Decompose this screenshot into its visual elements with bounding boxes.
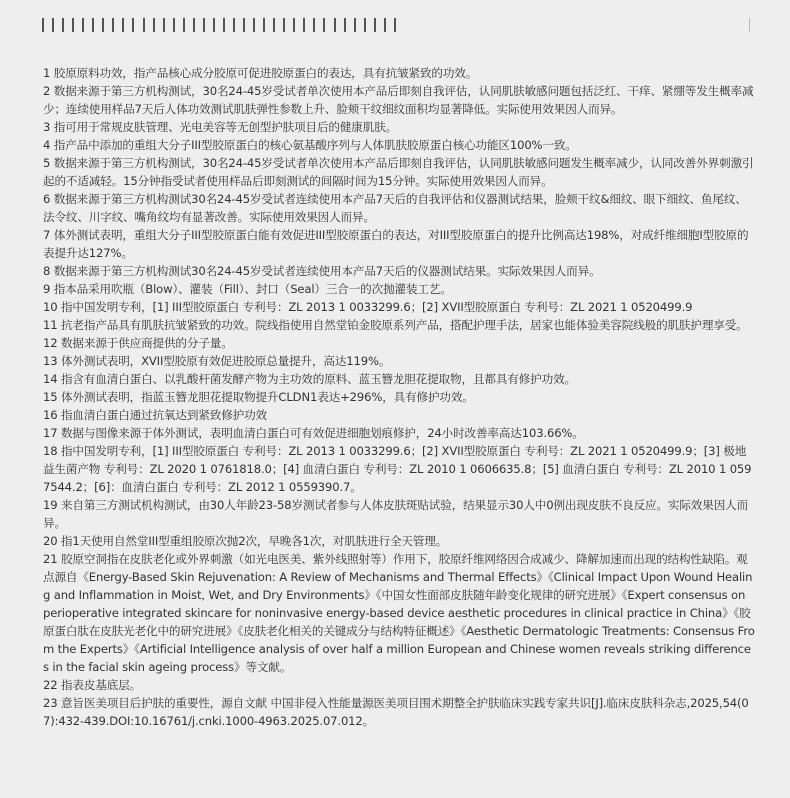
footnote-item: 20 指1天使用自然堂III型重组胶原次抛2次，早晚各1次，对肌肤进行全天管理。 bbox=[43, 534, 448, 548]
ruler-tick bbox=[364, 18, 366, 32]
ruler-tick bbox=[153, 18, 155, 32]
ruler-tick bbox=[163, 18, 165, 32]
scale-ruler bbox=[0, 0, 790, 46]
footnote-item: 19 来自第三方测试机构测试，由30人年龄23-58岁测试者参与人体皮肤斑贴试验，结果显示30人中0例出现皮肤不良反应。实际效果因人而异。 bbox=[43, 498, 749, 530]
ruler-tick bbox=[42, 18, 44, 32]
footnote-item: 13 体外测试表明，XVII型胶原有效促进胶原总量提升，高达119%。 bbox=[43, 354, 391, 368]
ruler-tick bbox=[313, 18, 315, 32]
footnote-item: 8 数据来源于第三方机构测试30名24-45岁受试者连续使用本产品7天后的仪器测试结果。实际效果因人而异。 bbox=[43, 264, 601, 278]
ruler-tick bbox=[72, 18, 74, 32]
ruler-tick bbox=[293, 18, 295, 32]
ruler-tick bbox=[143, 18, 145, 32]
ruler-tick bbox=[263, 18, 265, 32]
footnote-item: 6 数据来源于第三方机构测试30名24-45岁受试者连续使用本产品7天后的自我评估和仪器测试结果，脸颊干纹&细纹、眼下细纹、鱼尾纹、法令纹、川字纹、嘴角纹均有显著改善。实际使用效果因人而异。 bbox=[43, 192, 747, 224]
ruler-tick bbox=[334, 18, 336, 32]
ruler-tick bbox=[243, 18, 245, 32]
ruler-tick bbox=[253, 18, 255, 32]
ruler-tick bbox=[384, 18, 386, 32]
footnote-item: 11 抗老指产品具有肌肤抗皱紧致的功效。院线指使用自然堂铂金胶原系列产品，搭配护理手法，居家也能体验美容院线般的肌肤护理享受。 bbox=[43, 318, 748, 332]
ruler-tick bbox=[52, 18, 54, 32]
footnote-item: 17 数据与图像来源于体外测试，表明血清白蛋白可有效促进细胞划痕修护，24小时改善率高达103.66%。 bbox=[43, 426, 584, 440]
ruler-tick bbox=[193, 18, 195, 32]
footnote-item: 5 数据来源于第三方机构测试，30名24-45岁受试者单次使用本产品后即刻自我评估，认同肌肤敏感问题发生概率减少，认同改善外界刺激引起的不适减轻。15分钟指受试者使用样品后即刻测试的间隔时间为15分钟。实际使用效果因人而异。 bbox=[43, 156, 754, 188]
ruler-tick bbox=[344, 18, 346, 32]
ruler-tick bbox=[203, 18, 205, 32]
ruler-tick bbox=[223, 18, 225, 32]
footnote-item: 21 胶原空洞指在皮肤老化或外界刺激（如光电医美、紫外线照射等）作用下，胶原纤维网络因合成减少、降解加速而出现的结构性缺陷。观点源自《Energy-Based Skin Rejuvenation: A Review of Mechanisms and Thermal Effects》《Clinical Impact Upon Wound Healing and Inflammation in Moist, Wet, and Dry Environments》《中国女性面部皮肤随年龄变化规律的研究进展》《Expert consensus on perioperative integrated skincare for noninvasive energy-based device aesthetic procedures in clinical practice in China》《胶原蛋白肽在皮肤光老化中的研究进展》《皮肤老化相关的关键成分与结构特征概述》《Aesthetic Dermatologic Treatments: Consensus From the Experts》《Artificial Intelligence analysis of over half a million European and Chinese women reveals striking differences in the facial skin ageing process》等文献。 bbox=[43, 552, 755, 674]
ruler-tick bbox=[394, 18, 396, 32]
footnote-item: 7 体外测试表明，重组大分子III型胶原蛋白能有效促进III型胶原蛋白的表达，对III型胶原蛋白的提升比例高达198%，对成纤维细胞I型胶原的表提升达127%。 bbox=[43, 228, 749, 260]
footnote-item: 15 体外测试表明，指蓝玉簪龙胆花提取物提升CLDN1表达+296%，具有修护功效。 bbox=[43, 390, 474, 404]
ruler-tick bbox=[112, 18, 114, 32]
ruler-tick bbox=[283, 18, 285, 32]
footnote-item: 18 指中国发明专利，[1] III型胶原蛋白 专利号：ZL 2013 1 0033299.6；[2] XVII型胶原蛋白 专利号：ZL 2021 1 0520499.9；[3] 极地益生菌产物 专利号：ZL 2020 1 0761818.0；[4] 血清白蛋白 专利号：ZL 2010 1 0606635.8；[5] 血清白蛋白 专利号：ZL 2010 1 0597544.2；[6]：血清白蛋白 专利号：ZL 2012 1 0559390.7。 bbox=[43, 444, 752, 494]
footnote-list bbox=[43, 64, 755, 730]
footnote-item: 2 数据来源于第三方机构测试，30名24-45岁受试者单次使用本产品后即刻自我评估，认同肌肤敏感问题包括泛红、干痒、紧绷等发生概率减少；连续使用样品7天后人体功效测试肌肤弹性参数上升、脸颊干纹细纹面积均显著降低。实际使用效果因人而异。 bbox=[43, 84, 754, 116]
ruler-tick bbox=[273, 18, 275, 32]
ruler-tick bbox=[122, 18, 124, 32]
footnote-item: 4 指产品中添加的重组大分子III型胶原蛋白的核心氨基酸序列与人体肌肤胶原蛋白核心功能区100%一致。 bbox=[43, 138, 577, 152]
footnote-item: 12 数据来源于供应商提供的分子量。 bbox=[43, 336, 233, 350]
ruler-tick bbox=[132, 18, 134, 32]
ruler-tick bbox=[102, 18, 104, 32]
ruler-tick bbox=[323, 18, 325, 32]
ruler-tick bbox=[62, 18, 64, 32]
footnote-item: 16 指血清白蛋白通过抗氧达到紧致修护功效 bbox=[43, 408, 267, 422]
footnote-item: 1 胶原原料功效，指产品核心成分胶原可促进胶原蛋白的表达，具有抗皱紧致的功效。 bbox=[43, 66, 478, 80]
footnote-item: 14 指含有血清白蛋白、以乳酸杆菌发酵产物为主功效的原料、蓝玉簪龙胆花提取物，且都具有修护功效。 bbox=[43, 372, 576, 386]
footnote-item: 23 意旨医美项目后护肤的重要性，源自文献 中国非侵入性能量源医美项目围术期整全护肤临床实践专家共识[J].临床皮肤科杂志,2025,54(07):432-439.DOI:10.16761/j.cnki.1000-4963.2025.07.012。 bbox=[43, 696, 749, 728]
ruler-tick bbox=[374, 18, 376, 32]
ruler-tick bbox=[303, 18, 305, 32]
ruler-tick bbox=[354, 18, 356, 32]
footnote-item: 9 指本品采用吹瓶（Blow）、灌装（Fill）、封口（Seal）三合一的次抛灌装工艺。 bbox=[43, 282, 452, 296]
ruler-tick bbox=[92, 18, 94, 32]
footnote-item: 10 指中国发明专利，[1] III型胶原蛋白 专利号：ZL 2013 1 0033299.6；[2] XVII型胶原蛋白 专利号：ZL 2021 1 0520499.9 bbox=[43, 300, 693, 314]
footnote-item: 3 指可用于常规皮肤管理、光电美容等无创型护肤项目后的健康肌肤。 bbox=[43, 120, 398, 134]
ruler-tick bbox=[173, 18, 175, 32]
ruler-tick bbox=[183, 18, 185, 32]
ruler-tick bbox=[213, 18, 215, 32]
ruler-tick bbox=[233, 18, 235, 32]
footnote-item: 22 指表皮基底层。 bbox=[43, 678, 142, 692]
ruler-end-tick bbox=[749, 18, 750, 32]
ruler-tick bbox=[82, 18, 84, 32]
